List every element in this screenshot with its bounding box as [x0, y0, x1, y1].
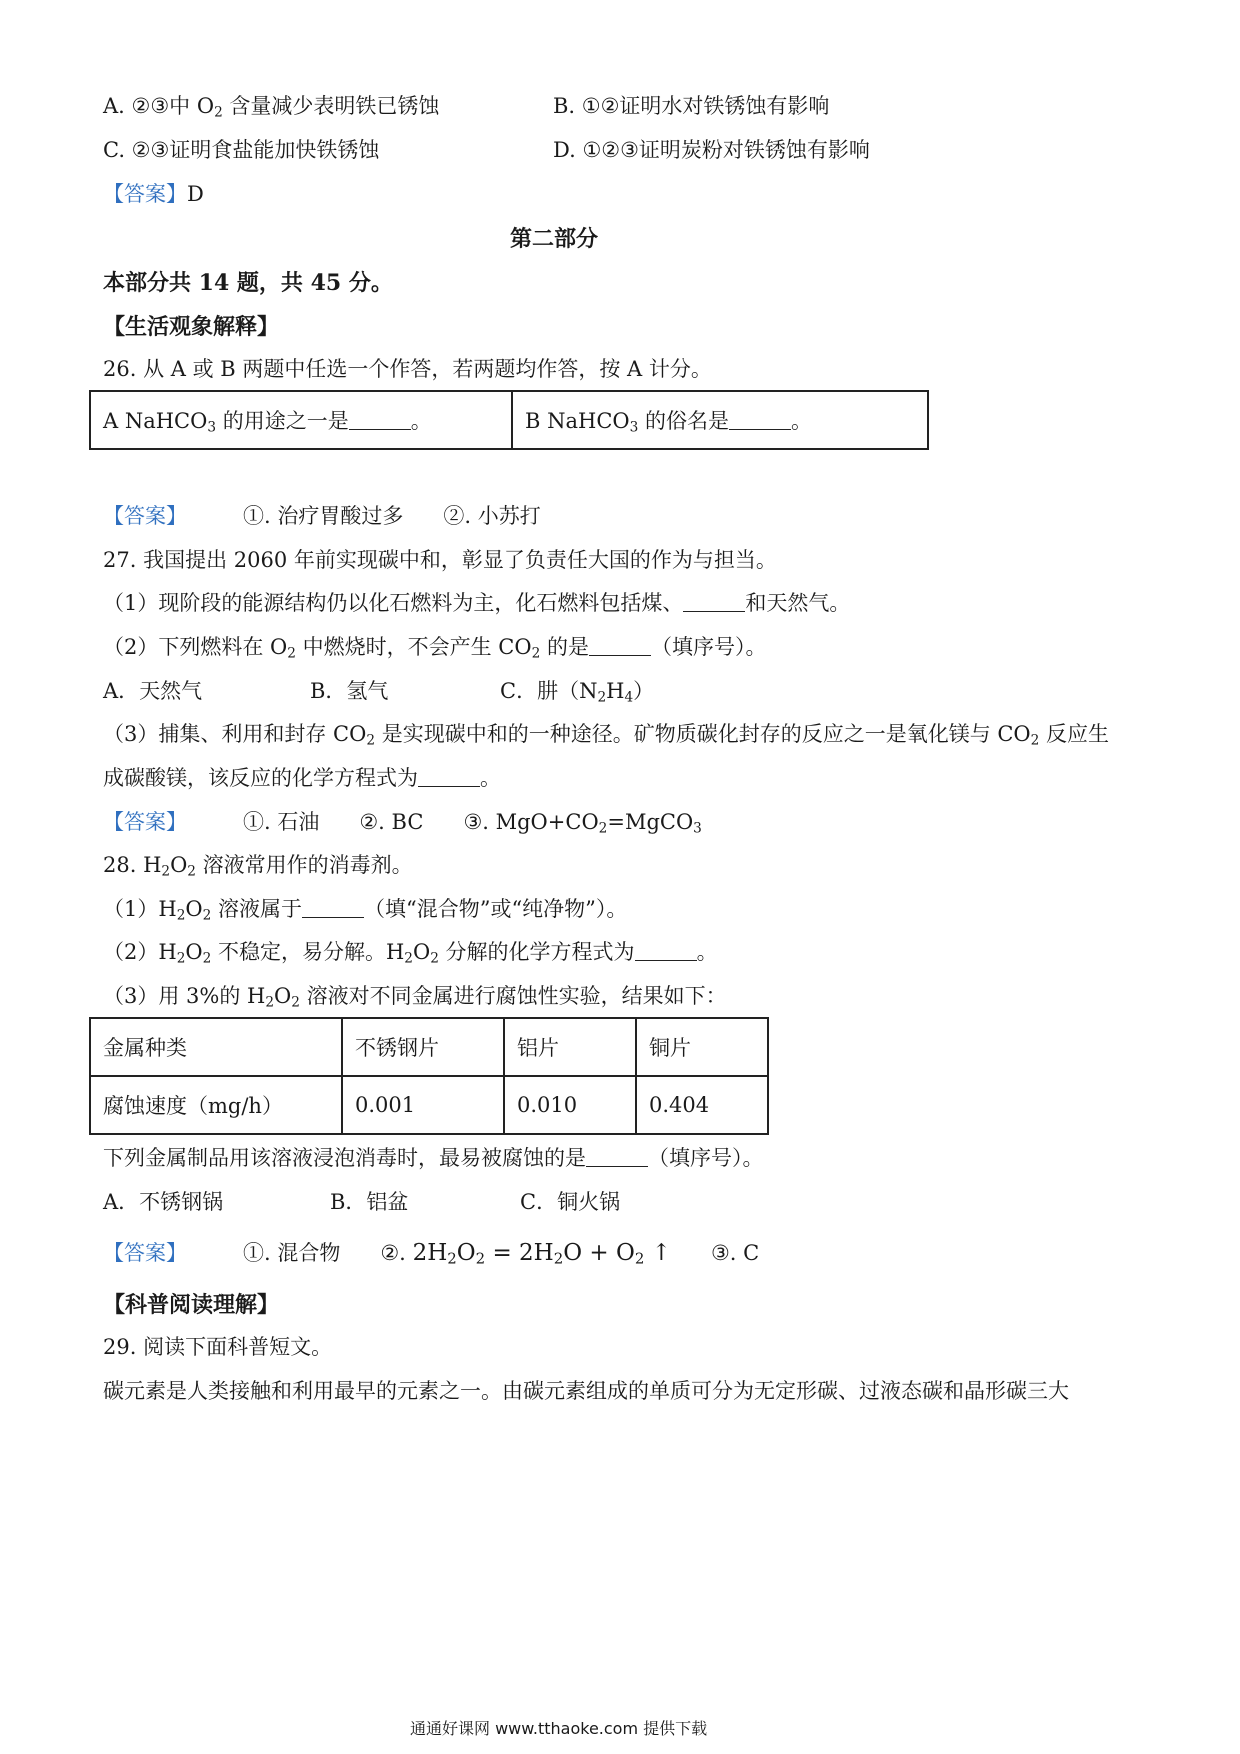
q28-stem-post: 溶液常用作的消毒剂。: [195, 853, 413, 877]
answer-blank: [729, 411, 791, 430]
q27-option-c: [500, 679, 654, 704]
q27-s3-line2-post: 。: [480, 766, 501, 790]
q28-s2-mid3: O: [412, 940, 431, 964]
q27-answer-2: ②. BC: [359, 810, 424, 834]
q27-opt-c-pre: C．肼（N: [500, 679, 598, 703]
q27-ans3-sub1: 2: [598, 820, 608, 837]
q28-s3-post: 溶液对不同金属进行腐蚀性实验，结果如下：: [299, 984, 727, 1008]
q28-s3-sub2: 2: [291, 994, 300, 1011]
q28-s1-post: （填“混合物”或“纯净物”）。: [363, 897, 628, 921]
answer-blank: [586, 1148, 648, 1167]
part-title: 第二部分: [510, 226, 599, 252]
q28-stem-sub1: 2: [161, 863, 171, 880]
q29-text: 碳元素是人类接触和利用最早的元素之一。由碳元素组成的单质可分为无定形碳、过液态碳和晶形碳三大: [103, 1379, 1069, 1403]
q27-option-a: A．天然气: [103, 679, 203, 703]
q27-opt-c-sub2: 4: [624, 689, 634, 706]
eq-sub: 2: [634, 1249, 645, 1268]
q27-answer: [103, 810, 702, 835]
table-cell: 腐蚀速度（mg/h）: [90, 1076, 342, 1134]
q27-answer-1: ①. 石油: [243, 810, 320, 834]
q26-a-sub: 3: [207, 419, 217, 436]
eq-part: ↑: [644, 1240, 671, 1266]
q26-b-post: 的俗名是: [638, 409, 729, 433]
eq-part: O + O: [563, 1240, 635, 1266]
q27-answer-3: [463, 810, 702, 837]
q28-s2-post: 。: [696, 940, 718, 964]
answer-tag: 【答案】: [103, 1241, 187, 1265]
q27-opt-c-sub1: 2: [597, 689, 607, 706]
eq-part: O: [456, 1240, 476, 1266]
q28-option-c: C．铜火锅: [520, 1190, 621, 1214]
table-header-cell: 不锈钢片: [342, 1018, 504, 1076]
answer-blank: [683, 593, 745, 612]
q26-b-end: 。: [790, 409, 812, 433]
answer-tag: 【答案】: [103, 182, 187, 206]
q28-answer-1: ①. 混合物: [243, 1241, 341, 1265]
q27-ans3-sub2: 3: [693, 820, 702, 837]
q25-option-b: B. ①②证明水对铁锈蚀有影响: [553, 94, 830, 118]
q28-s3-pre: （3）用 3%的 H: [103, 984, 266, 1008]
corrosion-table: [89, 1017, 769, 1135]
q28-stem-sub2: 2: [187, 863, 196, 880]
q28-after-post: （填序号）。: [648, 1146, 764, 1170]
q28-sub1: [103, 897, 627, 922]
q27-s2-post: （填序号）。: [650, 635, 767, 659]
table-header-cell: 金属种类: [90, 1018, 342, 1076]
table-cell: 0.404: [636, 1076, 768, 1134]
q28-stem-mid: O: [170, 853, 188, 877]
q28-s3-sub1: 2: [265, 994, 275, 1011]
q28-answer: [103, 1240, 759, 1268]
table-header-cell: 铝片: [504, 1018, 636, 1076]
q28-s2-mid2: 不稳定，易分解。H: [211, 940, 405, 964]
q27-s2-sub1: 2: [287, 645, 296, 662]
q28-s2-sub1: 2: [176, 950, 186, 967]
q28-s1-mid2: 溶液属于: [211, 897, 302, 921]
q28-after-pre: 下列金属制品用该溶液浸泡消毒时，最易被腐蚀的是: [103, 1146, 586, 1170]
q27-sub1: [103, 591, 850, 616]
q28-s1-sub1: 2: [176, 907, 186, 924]
q28-sub3: [103, 984, 727, 1009]
q26-stem: 26. 从 A 或 B 两题中任选一个作答，若两题均作答，按 A 计分。: [103, 357, 712, 381]
q28-s2-sub4: 2: [430, 950, 439, 967]
table-row: [90, 1076, 768, 1134]
answer-tag: 【答案】: [103, 504, 187, 528]
q28-stem: [103, 853, 413, 878]
q27-s3-mid: 是实现碳中和的一种途径。矿物质碳化封存的反应之一是氧化镁与 CO: [375, 722, 1031, 746]
q25-option-c: C. ②③证明食盐能加快铁锈蚀: [103, 138, 380, 162]
q27-s2-mid2: 的是: [540, 635, 589, 659]
q28-s3-mid: O: [274, 984, 292, 1008]
q27-sub2: [103, 635, 766, 660]
eq-sub: 2: [553, 1249, 564, 1268]
answer-tag: 【答案】: [103, 810, 187, 834]
answer-blank: [302, 899, 364, 918]
q28-sub2: [103, 940, 718, 965]
q27-ans3-pre: ③. MgO+CO: [463, 810, 599, 834]
q28-s2-pre: （2）H: [103, 940, 177, 964]
q28-s2-mid4: 分解的化学方程式为: [438, 940, 635, 964]
q25-option-d: D. ①②③证明炭粉对铁锈蚀有影响: [553, 138, 870, 162]
answer-blank: [418, 768, 480, 787]
q25-option-a-sub: 2: [214, 104, 223, 121]
q25-option-a: [103, 94, 439, 119]
q27-s3-pre: （3）捕集、利用和封存 CO: [103, 722, 367, 746]
q27-option-b: B．氢气: [310, 679, 389, 703]
q27-opt-c-mid: H: [606, 679, 625, 703]
table-cell: 0.010: [504, 1076, 636, 1134]
q28-s1-pre: （1）H: [103, 897, 177, 921]
q27-opt-c-post: ）: [633, 679, 655, 703]
table-cell: 0.001: [342, 1076, 504, 1134]
q26-choice-table: [89, 390, 929, 450]
section-heading-life: 【生活观象解释】: [103, 314, 280, 340]
q28-after-table: [103, 1146, 764, 1171]
page-footer: 通通好课网 www.tthaoke.com 提供下载: [410, 1719, 708, 1738]
q28-answer-2-label: ②.: [380, 1241, 406, 1265]
q25-answer-value: D: [187, 182, 204, 206]
q29-stem: 29. 阅读下面科普短文。: [103, 1335, 333, 1359]
table-header-cell: 铜片: [636, 1018, 768, 1076]
q26-a-pre: A NaHCO: [103, 409, 208, 433]
q25-option-a-pre: A. ②③中 O: [103, 94, 215, 118]
q25-answer: [103, 182, 204, 207]
eq-part: = 2H: [485, 1240, 554, 1266]
q26-a-post: 的用途之一是: [216, 409, 349, 433]
q27-sub3-line2: [103, 766, 501, 791]
q27-s3-sub2: 2: [1030, 732, 1040, 749]
q28-s2-sub2: 2: [202, 950, 212, 967]
q28-answer-3: ③. C: [710, 1241, 760, 1265]
answer-blank: [589, 637, 651, 656]
q26-a-end: 。: [410, 409, 432, 433]
q26-answer-2: ②. 小苏打: [443, 504, 541, 528]
q28-stem-pre: 28. H: [103, 853, 162, 877]
q25-option-a-post: 含量减少表明铁已锈蚀: [222, 94, 440, 118]
q26-b-pre: B NaHCO: [525, 409, 630, 433]
answer-blank: [635, 942, 697, 961]
q26-answer: [103, 504, 541, 529]
q27-s3-post: 反应生: [1039, 722, 1110, 746]
q27-ans3-mid: =MgCO: [607, 810, 694, 834]
part-subtitle: 本部分共 14 题，共 45 分。: [103, 270, 393, 296]
q27-stem: 27. 我国提出 2060 年前实现碳中和，彰显了负责任大国的作为与担当。: [103, 548, 777, 572]
q27-s2-mid: 中燃烧时，不会产生 CO: [295, 635, 532, 659]
q26-choice-b: [512, 391, 928, 449]
q26-answer-1: ①. 治疗胃酸过多: [243, 504, 404, 528]
q27-s1-post: 和天然气。: [745, 591, 851, 615]
q28-option-a: A．不锈钢锅: [103, 1190, 224, 1214]
q26-b-sub: 3: [629, 419, 639, 436]
eq-sub: 2: [447, 1249, 457, 1268]
q27-sub3: [103, 722, 1109, 747]
q27-s1-pre: （1）现阶段的能源结构仍以化石燃料为主，化石燃料包括煤、: [103, 591, 684, 615]
section-heading-reading: 【科普阅读理解】: [103, 1292, 280, 1318]
q28-s1-mid: O: [185, 897, 203, 921]
q28-option-b: B．铝盆: [330, 1190, 409, 1214]
table-header-row: [90, 1018, 768, 1076]
q28-answer-2-equation: [413, 1240, 671, 1266]
q27-s2-sub2: 2: [531, 645, 541, 662]
answer-blank: [349, 411, 411, 430]
q27-s3-sub1: 2: [366, 732, 376, 749]
q28-s1-sub2: 2: [202, 907, 212, 924]
q26-choice-a: [90, 391, 512, 449]
q27-s3-line2-pre: 成碳酸镁，该反应的化学方程式为: [103, 766, 418, 790]
q28-s2-mid: O: [185, 940, 203, 964]
q28-s2-sub3: 2: [404, 950, 413, 967]
eq-part: 2H: [412, 1240, 448, 1266]
q27-s2-pre: （2）下列燃料在 O: [103, 635, 288, 659]
eq-sub: 2: [475, 1249, 486, 1268]
